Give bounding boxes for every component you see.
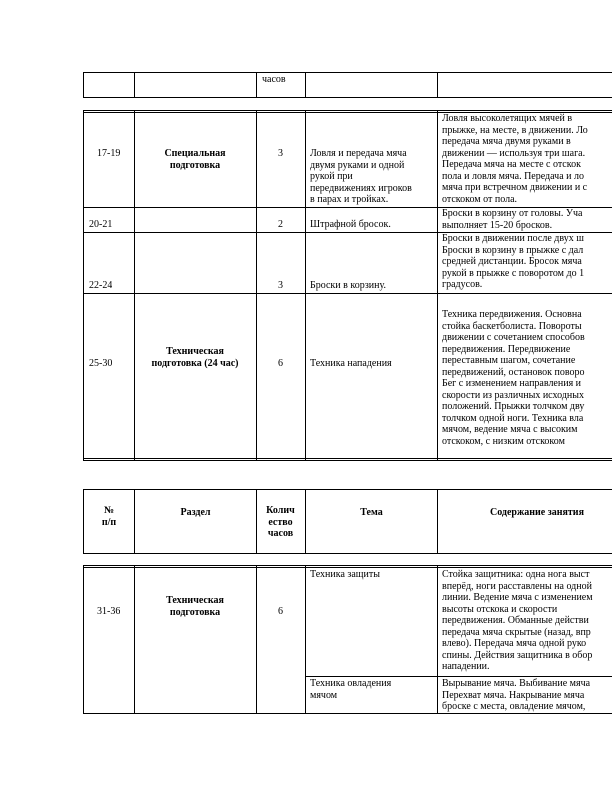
hours-value: 3 xyxy=(278,280,283,291)
hours-value: 6 xyxy=(278,358,283,369)
hours-header-cut: часов xyxy=(262,74,286,85)
hours-value: 6 xyxy=(278,606,283,617)
topic-text: Штрафной бросок. xyxy=(310,219,391,230)
content-text: Броски в корзину от головы. Уча выполняет 15-20 бросков. xyxy=(442,208,583,231)
topic-text: Техника нападения xyxy=(310,358,392,369)
column-header-number: № п/п xyxy=(101,505,117,528)
column-header-content: Содержание занятия xyxy=(490,507,584,518)
content-text: Ловля высоколетящих мячей в прыжке, на месте, в движении. Ло передача мяча двумя руками в движении — используя три шага. Передача мяча на месте с отскок пола и ловля мяча. Передача и ло мяча при встречном движении и с отскоком от пола. xyxy=(442,113,588,205)
row-number: 22-24 xyxy=(89,280,113,291)
hours-value: 2 xyxy=(278,219,283,230)
content-text: Стойка защитника: одна нога выст вперёд, ноги расставлены на одной линии. Ведение мяча с изменением высоты отскока и скорости передвижения. Обманные действи передача мяча скрытые (назад, впр влево). Передача мяча одной руко спины. Действия защитника в обор нападении. xyxy=(442,569,593,672)
column-header-hours: Колич ество часов xyxy=(266,505,295,539)
topic-text: Броски в корзину. xyxy=(310,280,386,291)
row-number: 25-30 xyxy=(89,358,113,369)
column-header-section: Раздел xyxy=(180,507,211,518)
row-number: 17-19 xyxy=(97,148,121,159)
column-header-topic: Тема xyxy=(360,507,383,518)
topic-text: Техника защиты xyxy=(310,569,380,580)
content-text: Техника передвижения. Основна стойка баскетболиста. Повороты движении с сочетанием способов передвижения. Передвижение переставным шагом, сочетание передвижений, остановок поворо Бег с изменением направления и скорости из различных исходных положений. Прыжки толчком дву толчком одной ноги. Техника вла мячом, ведение мяча с высоким отскоком, с низким отскоком xyxy=(442,309,585,447)
section-name: Специальная подготовка xyxy=(164,148,226,171)
hours-value: 3 xyxy=(278,148,283,159)
topic-text: Ловля и передача мяча двумя руками и одной рукой при передвижениях игроков в парах и тройках. xyxy=(310,148,412,205)
content-text: Вырывание мяча. Выбивание мяча Перехват мяча. Накрывание мяча броске с места, овладение мячом, xyxy=(442,678,591,712)
section-name: Техническая подготовка (24 час) xyxy=(151,346,239,369)
topic-text: Техника овладения мячом xyxy=(310,678,392,701)
content-text: Броски в движении после двух ш Броски в корзину в прыжке с дал средней дистанции. Бросок мяча рукой в прыжке с поворотом до 1 градусов. xyxy=(442,233,585,290)
section-name: Техническая подготовка xyxy=(166,595,224,618)
row-number: 31-36 xyxy=(97,606,121,617)
row-number: 20-21 xyxy=(89,219,113,230)
